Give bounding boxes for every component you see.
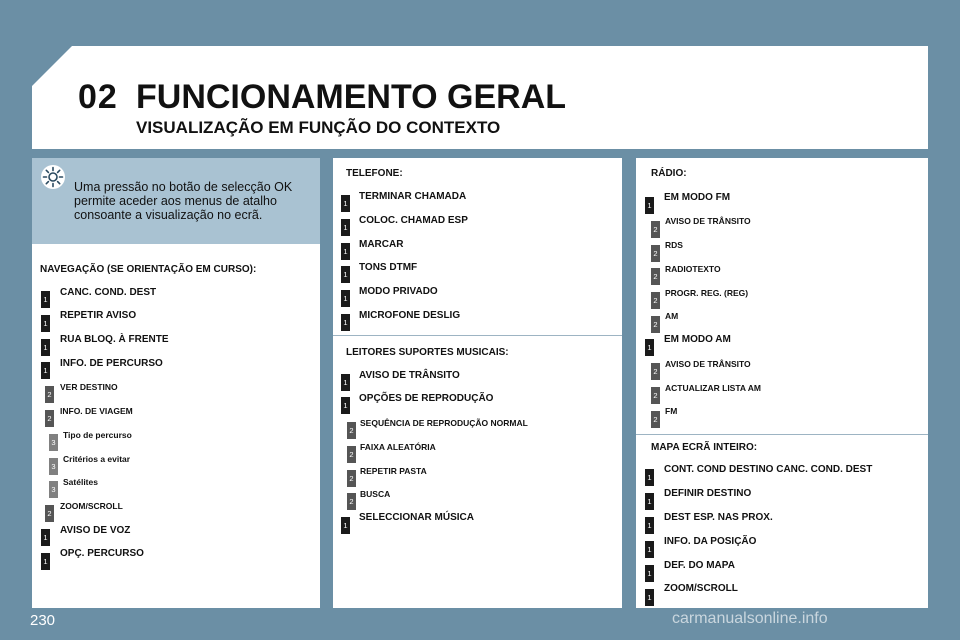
- level-badge: 1: [341, 374, 350, 391]
- menu-item[interactable]: MARCAR: [359, 239, 404, 250]
- menu-item[interactable]: Critérios a evitar: [63, 454, 131, 464]
- level-badge: 2: [347, 422, 356, 439]
- chapter-number: 02: [78, 78, 118, 116]
- level-badge: 1: [645, 541, 654, 558]
- right-divider: [636, 434, 928, 435]
- level-badge: 1: [645, 589, 654, 606]
- level-badge: 2: [45, 410, 54, 427]
- level-badge: 1: [645, 469, 654, 486]
- menu-item[interactable]: EM MODO AM: [664, 334, 731, 345]
- watermark: carmanualsonline.info: [672, 610, 828, 627]
- level-badge: 3: [49, 481, 58, 498]
- menu-item[interactable]: SEQUÊNCIA DE REPRODUÇÃO NORMAL: [360, 418, 528, 428]
- menu-item[interactable]: TONS DTMF: [359, 262, 418, 273]
- section-title-navegacao: NAVEGAÇÃO (SE ORIENTAÇÃO EM CURSO):: [40, 264, 257, 275]
- section-title-mapa: MAPA ECRÃ INTEIRO:: [651, 442, 758, 453]
- level-badge: 1: [341, 314, 350, 331]
- menu-item[interactable]: TERMINAR CHAMADA: [359, 191, 467, 202]
- level-badge: 1: [645, 565, 654, 582]
- level-badge: 1: [41, 291, 50, 308]
- level-badge: 2: [347, 446, 356, 463]
- level-badge: 1: [41, 315, 50, 332]
- page-subtitle: VISUALIZAÇÃO EM FUNÇÃO DO CONTEXTO: [136, 118, 501, 137]
- level-badge: 1: [645, 339, 654, 356]
- menu-item[interactable]: Tipo de percurso: [63, 430, 132, 440]
- level-badge: 1: [341, 195, 350, 212]
- level-badge: 1: [41, 339, 50, 356]
- level-badge: 1: [41, 529, 50, 546]
- page-title: FUNCIONAMENTO GERAL: [136, 78, 567, 116]
- sun-icon: [40, 164, 66, 190]
- level-badge: 2: [347, 470, 356, 487]
- page-number: 230: [30, 612, 56, 629]
- level-badge: 1: [645, 197, 654, 214]
- level-badge: 1: [341, 290, 350, 307]
- menu-item[interactable]: Satélites: [63, 477, 98, 487]
- section-title-leitores: LEITORES SUPORTES MUSICAIS:: [346, 347, 509, 358]
- menu-item[interactable]: ACTUALIZAR LISTA AM: [665, 383, 762, 393]
- menu-item[interactable]: FAIXA ALEATÓRIA: [360, 442, 436, 452]
- menu-item[interactable]: FM: [665, 406, 678, 416]
- section-title-telefone: TELEFONE:: [346, 168, 403, 179]
- section-title-radio: RÁDIO:: [651, 168, 687, 179]
- level-badge: 2: [651, 292, 660, 309]
- level-badge: 2: [45, 505, 54, 522]
- menu-item[interactable]: CONT. COND DESTINO CANC. COND. DEST: [664, 464, 873, 475]
- level-badge: 1: [341, 243, 350, 260]
- level-badge: 3: [49, 434, 58, 451]
- level-badge: 2: [651, 316, 660, 333]
- menu-item[interactable]: AVISO DE TRÂNSITO: [665, 359, 751, 369]
- menu-item[interactable]: ZOOM/SCROLL: [664, 583, 738, 594]
- level-badge: 2: [651, 363, 660, 380]
- level-badge: 1: [341, 517, 350, 534]
- menu-item[interactable]: RDS: [665, 240, 683, 250]
- level-badge: 1: [645, 517, 654, 534]
- menu-item[interactable]: RADIOTEXTO: [665, 264, 721, 274]
- level-badge: 1: [645, 493, 654, 510]
- menu-item[interactable]: OPÇ. PERCURSO: [60, 548, 144, 559]
- level-badge: 1: [341, 266, 350, 283]
- tip-text: Uma pressão no botão de selecção OK permite aceder aos menus de atalho consoante a visualização no ecrã.: [74, 180, 293, 222]
- menu-item[interactable]: EM MODO FM: [664, 192, 731, 203]
- menu-item[interactable]: INFO. DE VIAGEM: [60, 406, 133, 416]
- level-badge: 3: [49, 458, 58, 475]
- level-badge: 2: [651, 245, 660, 262]
- menu-item[interactable]: PROGR. REG. (REG): [665, 288, 749, 298]
- menu-item[interactable]: DEST ESP. NAS PROX.: [664, 512, 773, 523]
- menu-item[interactable]: CANC. COND. DEST: [60, 287, 157, 298]
- level-badge: 2: [347, 493, 356, 510]
- middle-divider: [333, 335, 622, 336]
- level-badge: 2: [45, 386, 54, 403]
- menu-item[interactable]: VER DESTINO: [60, 382, 118, 392]
- menu-item[interactable]: DEFINIR DESTINO: [664, 488, 752, 499]
- level-badge: 2: [651, 411, 660, 428]
- menu-item[interactable]: MODO PRIVADO: [359, 286, 438, 297]
- menu-item[interactable]: AVISO DE TRÂNSITO: [665, 216, 751, 226]
- level-badge: 2: [651, 221, 660, 238]
- level-badge: 2: [651, 387, 660, 404]
- menu-item[interactable]: INFO. DE PERCURSO: [60, 358, 163, 369]
- menu-item[interactable]: INFO. DA POSIÇÃO: [664, 536, 757, 547]
- menu-item[interactable]: REPETIR AVISO: [60, 310, 137, 321]
- menu-item[interactable]: MICROFONE DESLIG: [359, 310, 461, 321]
- menu-item[interactable]: SELECCIONAR MÚSICA: [359, 512, 475, 523]
- menu-item[interactable]: REPETIR PASTA: [360, 466, 427, 476]
- menu-item[interactable]: AM: [665, 311, 679, 321]
- menu-item[interactable]: DEF. DO MAPA: [664, 560, 735, 571]
- menu-item[interactable]: COLOC. CHAMAD ESP: [359, 215, 468, 226]
- menu-item[interactable]: AVISO DE VOZ: [60, 525, 131, 536]
- menu-item[interactable]: AVISO DE TRÂNSITO: [359, 370, 460, 381]
- level-badge: 2: [651, 268, 660, 285]
- level-badge: 1: [341, 219, 350, 236]
- level-badge: 1: [41, 362, 50, 379]
- menu-item[interactable]: OPÇÕES DE REPRODUÇÃO: [359, 393, 494, 404]
- level-badge: 1: [41, 553, 50, 570]
- menu-item[interactable]: RUA BLOQ. À FRENTE: [60, 334, 169, 345]
- level-badge: 1: [341, 397, 350, 414]
- menu-item[interactable]: ZOOM/SCROLL: [60, 501, 123, 511]
- menu-item[interactable]: BUSCA: [360, 489, 391, 499]
